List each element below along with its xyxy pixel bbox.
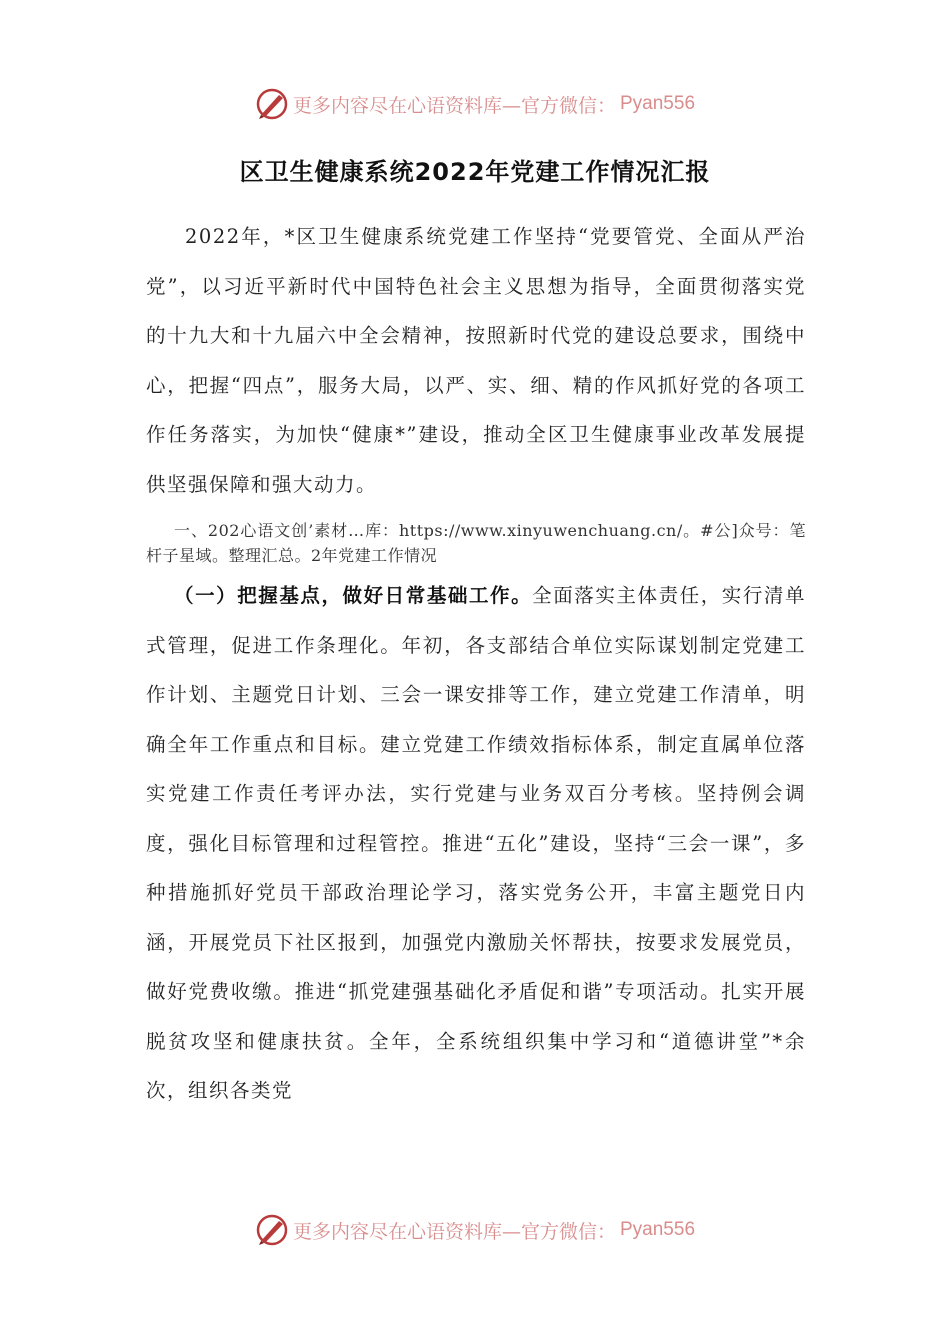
- document-title: 区卫生健康系统2022年党建工作情况汇报: [239, 158, 711, 186]
- sub-body: 全面落实主体责任，实行清单式管理，促进工作条理化。年初，各支部结合单位实际谋划制定党建工作计划、主题党日计划、三会一课安排等工作，建立党建工作清单，明确全年工作重点和目标。建立党建工作绩效指标体系，制定直属单位落实党建工作责任考评办法，实行党建与业务双百分考核。坚持例会调度，强化目标管理和过程管控。推进“五化”建设，坚持“三会一课”，多种措施抓好党员干部政治理论学习，落实党务公开，丰富主题党日内涵，开展党员下社区报到，加强党内激励关怀帮扶，按要求发展党员，做好党费收缴。推进“抓党建强基础化矛盾促和谐”专项活动。扎实开展脱贫攻坚和健康扶贫。全年，全系统组织集中学习和“道德讲堂”*余次，组织各类党: [146, 584, 806, 1102]
- section-paragraph: [146, 571, 806, 1116]
- sub-heading: （一）把握基点，做好日常基础工作。: [174, 584, 533, 607]
- watermark-text: 更多内容尽在心语资料库—官方微信：: [292, 94, 616, 117]
- watermark-handle: Pyan556: [620, 1219, 696, 1240]
- watermark-text: 更多内容尽在心语资料库—官方微信：: [292, 1220, 616, 1243]
- watermark-banner-bottom: [0, 1210, 950, 1250]
- pen-circle-logo-icon: [255, 87, 289, 121]
- section-line: 一、202心语文创’素材…库：https://www.xinyuwenchuang.cn/。#公]众号：笔杆子星域。整理汇总。2年党建工作情况: [146, 521, 806, 565]
- pen-circle-logo-icon: [255, 1213, 289, 1247]
- intro-paragraph: 2022年，*区卫生健康系统党建工作坚持“党要管党、全面从严治党”，以习近平新时代中国特色社会主义思想为指导，全面贯彻落实党的十九大和十九届六中全会精神，按照新时代党的建设总要求，围绕中心，把握“四点”，服务大局，以严、实、细、精的作风抓好党的各项工作任务落实，为加快“健康*”建设，推动全区卫生健康事业改革发展提供坚强保障和强大动力。: [146, 225, 806, 496]
- watermark-banner-top: [0, 84, 950, 124]
- watermark-handle: Pyan556: [620, 93, 696, 114]
